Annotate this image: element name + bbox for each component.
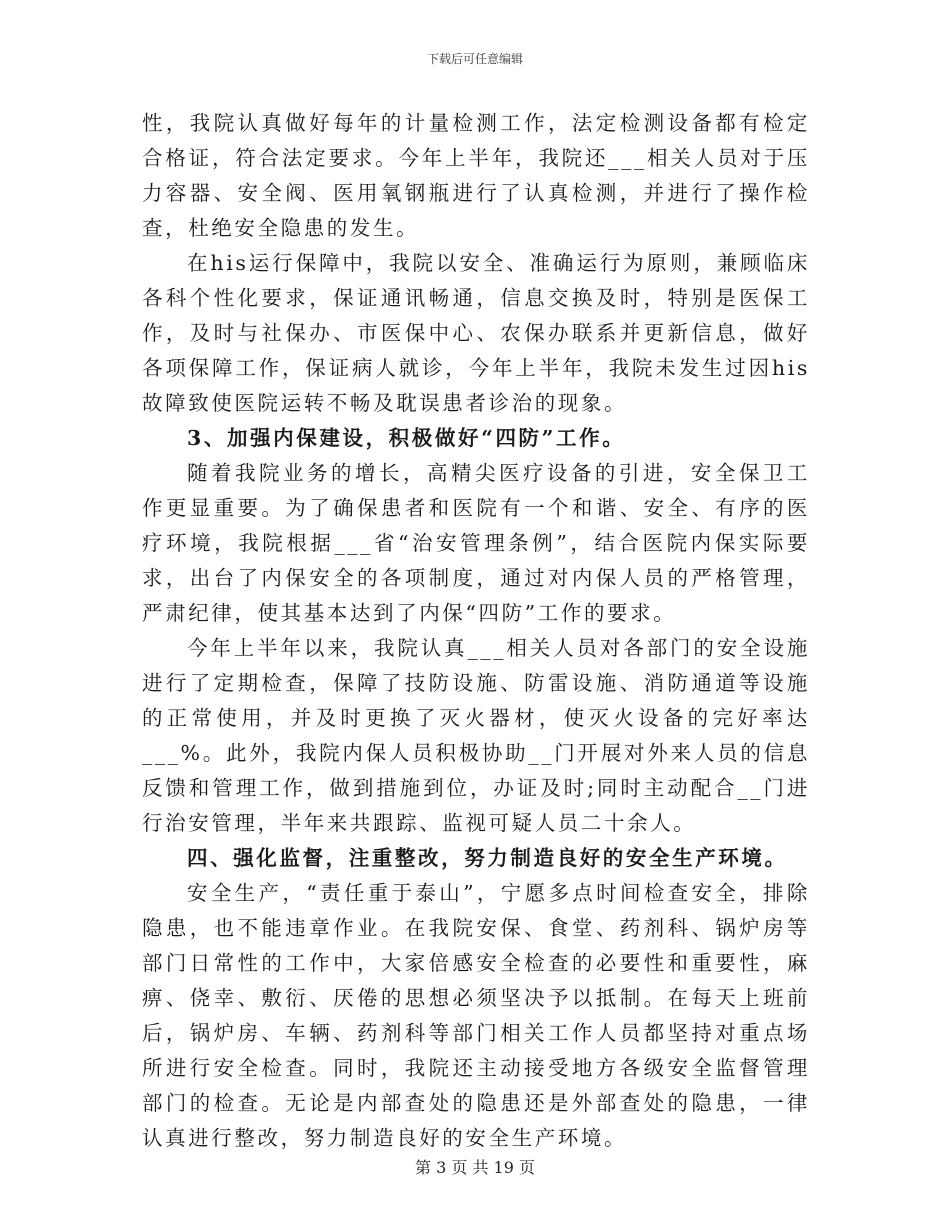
header-note: 下载后可任意编辑 (426, 52, 523, 66)
document-body (142, 106, 810, 1156)
page-number: 第 3 页 共 19 页 (415, 1158, 535, 1177)
section-heading-supervision: 四、强化监督，注重整改，努力制造良好的安全生产环境。 (187, 846, 788, 870)
paragraph-facility-inspection: 今年上半年以来，我院认真___相关人员对各部门的安全设施进行了定期检查，保障了技防设施、防雷设施、消防通道等设施的正常使用，并及时更换了灭火器材，使灭火设备的完好率达___%。此外，我院内保人员积极协助__门开展对外来人员的信息反馈和管理工作，做到措施到位，办证及时;同时主动配合__门进行治安管理，半年来共跟踪、监视可疑人员二十余人。 (142, 636, 810, 835)
paragraph-continuation: 性，我院认真做好每年的计量检测工作，法定检测设备都有检定合格证，符合法定要求。今年上半年，我院还___相关人员对于压力容器、安全阀、医用氧钢瓶进行了认真检测，并进行了操作检查，杜绝安全隐患的发生。 (142, 111, 810, 240)
paragraph-his-support: 在his运行保障中，我院以安全、准确运行为原则，兼顾临床各科个性化要求，保证通讯畅通，信息交换及时，特别是医保工作，及时与社保办、市医保中心、农保办联系并更新信息，做好各项保障工作，保证病人就诊，今年上半年，我院未发生过因his故障致使医院运转不畅及耽误患者诊治的现象。 (142, 251, 810, 415)
paragraph-security-importance: 随着我院业务的增长，高精尖医疗设备的引进，安全保卫工作更显重要。为了确保患者和医院有一个和谐、安全、有序的医疗环境，我院根据___省“治安管理条例”，结合医院内保实际要求，出台了内保安全的各项制度，通过对内保人员的严格管理，严肃纪律，使其基本达到了内保“四防”工作的要求。 (142, 461, 810, 625)
paragraph-safety-production: 安全生产，“责任重于泰山”，宁愿多点时间检查安全，排除隐患，也不能违章作业。在我院安保、食堂、药剂科、锅炉房等部门日常性的工作中，大家倍感安全检查的必要性和重要性，麻痹、侥幸、敷衍、厌倦的思想必须坚决予以抵制。在每天上班前后，锅炉房、车辆、药剂科等部门相关工作人员都坚持对重点场所进行安全检查。同时，我院还主动接受地方各级安全监督管理部门的检查。无论是内部查处的隐患还是外部查处的隐患，一律认真进行整改，努力制造良好的安全生产环境。 (142, 881, 810, 1150)
section-heading-internal-security: 3、加强内保建设，积极做好“四防”工作。 (187, 426, 626, 450)
